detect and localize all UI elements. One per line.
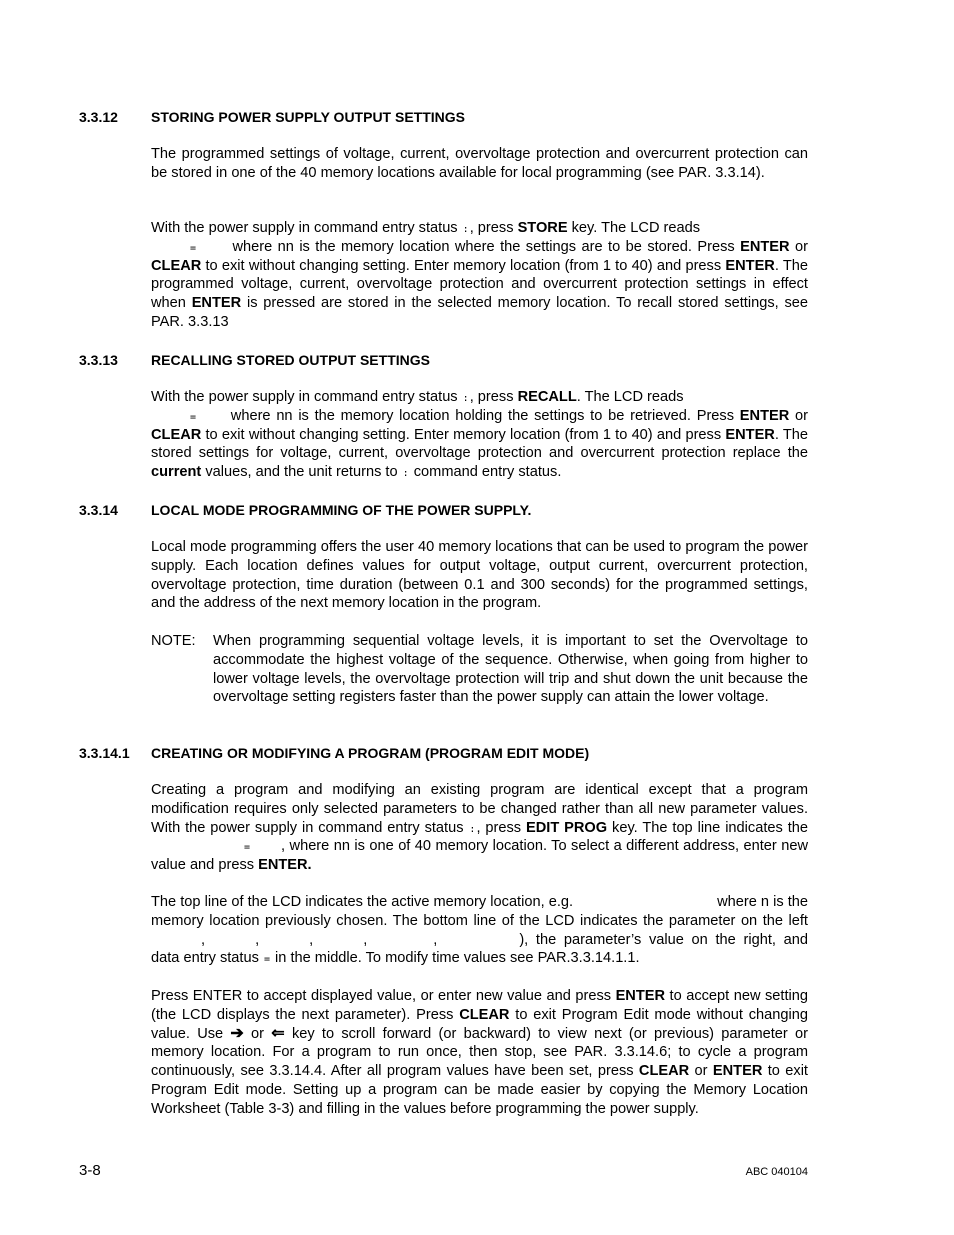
paragraph-recalling-procedure	[151, 388, 808, 482]
text-run: to accept new setting (the LCD displays the next parameter). Press	[151, 988, 808, 1023]
text-run: ,	[433, 931, 438, 948]
colon-status-glyph: :	[462, 393, 469, 404]
paragraph-lcd-lines	[151, 893, 808, 968]
current-emphasis: current	[151, 464, 202, 481]
text-run: Creating a program and modifying an existing program are identical except that a program modification requires only selected parameters to be changed rather than all new parameter values. With the power supply in command entry status	[151, 782, 808, 836]
text-run: or	[789, 238, 808, 255]
text-run: where nn is the memory location where the settings are to be stored. Press	[227, 238, 741, 255]
arrow-right-icon: ➔	[230, 1024, 244, 1042]
text-run: ,	[363, 931, 368, 948]
text-run: to exit Program Edit mode without changing value. Use	[151, 1006, 808, 1042]
heading-3-3-14-1	[79, 744, 589, 762]
heading-number: 3.3.13	[79, 352, 118, 368]
heading-title: CREATING OR MODIFYING A PROGRAM (PROGRAM EDIT MODE)	[151, 745, 590, 761]
text-run: . The programmed voltage, current, overvoltage protection and overcurrent protection settings in effect when	[151, 257, 809, 312]
paragraph-text: Local mode programming offers the user 40 memory locations that can be used to program the power supply. Each location defines values for output voltage, output current, overcurrent protection, overvoltage protection, time duration (between 0.1 and 300 seconds) for the programmed settings, and the address of the next memory location in the program.	[151, 539, 808, 612]
text-run: in the middle. To modify time values see PAR.3.3.14.1.1.	[270, 950, 640, 967]
heading-3-3-12	[79, 108, 465, 126]
text-run: ), the parameter’s value on the right, and data entry status	[151, 931, 808, 967]
text-run: key. The LCD reads	[567, 220, 701, 236]
text-run: key. The top line indicates the	[607, 819, 808, 836]
paragraph-program-edit	[151, 781, 808, 875]
text-run: , press	[476, 819, 526, 836]
paragraph-storing-intro	[151, 145, 808, 183]
text-run: ,	[255, 931, 260, 948]
heading-number: 3.3.14	[79, 502, 118, 518]
text-run: where n is the memory location previously chosen. The bottom line of the LCD indicates the parameter on the left	[151, 894, 808, 929]
recall-key: RECALL	[517, 389, 577, 405]
arrow-left-icon: ⇐	[271, 1024, 285, 1042]
paragraph-storing-procedure	[151, 219, 808, 332]
text-run: or	[243, 1025, 272, 1042]
heading-number: 3.3.14.1	[79, 745, 130, 761]
text-run: to exit without changing setting. Enter memory location (from 1 to 40) and press	[201, 257, 726, 274]
store-key: STORE	[517, 220, 568, 236]
text-run: is pressed are stored in the selected memory location. To recall stored settings, see PAR. 3.3.13	[151, 295, 808, 330]
enter-key: ENTER	[740, 238, 790, 255]
heading-title: LOCAL MODE PROGRAMMING OF THE POWER SUPPLY.	[151, 502, 532, 518]
text-run: to exit without changing setting. Enter memory location (from 1 to 40) and press	[201, 426, 726, 443]
text-run: With the power supply in command entry status	[151, 389, 462, 405]
text-run: Press ENTER to accept displayed value, or enter new value and press	[151, 988, 616, 1004]
heading-3-3-14	[79, 501, 531, 519]
paragraph-text: The programmed settings of voltage, current, overvoltage protection and overcurrent protection can be stored in one of the 40 memory locations available for local programming (see PAR. 3.3.14).	[151, 146, 808, 181]
text-run: . The LCD reads	[576, 389, 684, 405]
colon-status-glyph: :	[462, 224, 469, 235]
text-run: to exit Program Edit mode. Setting up a program can be made easier by copying the Memory Location Worksheet (Table 3-3) and filling in the values before programming the power supply.	[151, 1063, 808, 1117]
text-run: where nn is the memory location holding the settings to be retrieved. Press	[225, 407, 740, 424]
equals-status-glyph: =	[244, 842, 251, 854]
text-run: With the power supply in command entry status	[151, 220, 462, 236]
clear-key: CLEAR	[638, 1063, 690, 1080]
paragraph-local-mode	[151, 538, 808, 613]
equals-status-glyph: =	[190, 242, 197, 254]
colon-status-glyph: :	[469, 823, 476, 835]
text-run: values, and the unit returns to	[201, 464, 402, 481]
equals-status-glyph: =	[190, 411, 197, 423]
enter-key: ENTER.	[258, 857, 312, 874]
document-code: ABC 040104	[745, 1166, 808, 1178]
heading-number: 3.3.12	[79, 109, 118, 125]
text-run: key to scroll forward (or backward) to view next (or previous) parameter or memory location. For a program to run once, then stop, see PAR. 3.3.14.6; to cycle a program continuously, see 3.3.14.4. After all program values have been set, press	[151, 1025, 808, 1080]
clear-key: CLEAR	[151, 426, 202, 443]
text-run: . The stored settings for voltage, current, overvoltage protection and overcurrent protection replace the	[151, 426, 809, 462]
text-run: , where nn is one of 40 memory location. To select a different address, enter new value and press	[151, 838, 808, 874]
enter-key: ENTER	[712, 1063, 763, 1080]
heading-title: STORING POWER SUPPLY OUTPUT SETTINGS	[151, 109, 466, 125]
enter-key: ENTER	[191, 295, 242, 312]
note-block	[151, 632, 808, 707]
text-run: ,	[309, 931, 314, 948]
text-run: command entry status.	[409, 464, 562, 481]
text-run: ,	[201, 931, 206, 948]
equals-status-glyph: =	[263, 954, 270, 966]
enter-key: ENTER	[725, 426, 775, 443]
enter-key: ENTER	[739, 407, 790, 424]
page-number: 3-8	[79, 1162, 101, 1179]
enter-key: ENTER	[725, 257, 775, 274]
text-run: , press	[469, 220, 518, 236]
edit-prog-key: EDIT PROG	[526, 819, 608, 836]
heading-3-3-13	[79, 351, 430, 369]
enter-key: ENTER	[615, 988, 666, 1004]
clear-key: CLEAR	[459, 1006, 510, 1023]
text-run: The top line of the LCD indicates the active memory location, e.g.	[151, 894, 574, 910]
note-text: When programming sequential voltage levels, it is important to set the Overvoltage to accommodate the highest voltage of the sequence. Otherwise, when going from higher to lower voltage levels, the overvoltage protection will trip and shut down the unit because the overvoltage setting registers faster than the power supply can attain the lower voltage.	[213, 633, 808, 706]
note-label: NOTE:	[151, 633, 196, 649]
colon-status-glyph: :	[402, 468, 409, 480]
paragraph-enter-accept	[151, 987, 808, 1119]
clear-key: CLEAR	[151, 257, 202, 274]
heading-title: RECALLING STORED OUTPUT SETTINGS	[151, 352, 430, 368]
text-run: , press	[469, 389, 518, 405]
text-run: or	[789, 407, 809, 424]
text-run: or	[689, 1063, 713, 1080]
